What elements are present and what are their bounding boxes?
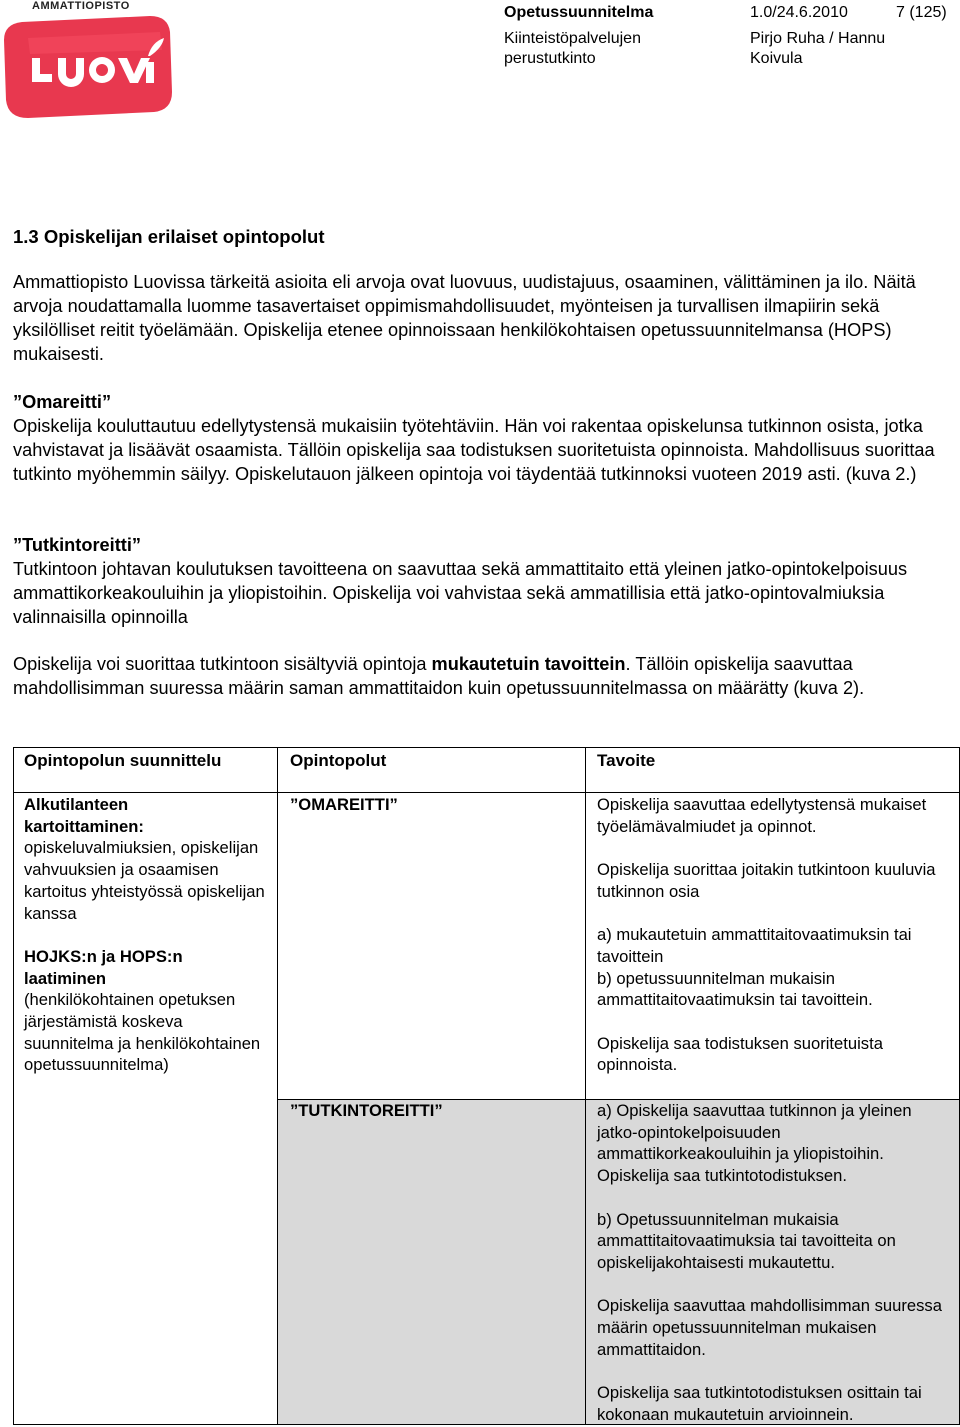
omareitti-paragraph: Opiskelija kouluttautuu edellytystensä mukaisiin työtehtäviin. Hän voi rakentaa opiskelunsa tutkinnon osista, jotka vahvistavat ja lisäävät osaamista. Tällöin opiskelija saa todistuksen suoritetuista opinnoista. Mahdollisuus suorittaa tutkinto myöhemmin säilyy. Opiskelutauon jälkeen opintoja voi täydentää tutkinnoksi vuoteen 2019 asti. (kuva 2.) [13,416,935,484]
tutkintoreitti-goal: Opiskelija saa tutkintotodistuksen osittain tai kokonaan mukautetuin arvioinnein. [597,1383,922,1424]
column-divider-2 [585,748,586,1424]
luovi-logo [0,0,180,122]
document-authors [750,29,950,69]
omareitti-goal: a) mukautetuin ammattitaitovaatimuksin tai tavoittein [597,925,912,966]
omareitti-goal: Opiskelija saavuttaa edellytystensä mukaiset työelämävalmiudet ja opinnot. [597,795,927,836]
hojks-text: (henkilökohtainen opetuksen järjestämistä koskeva suunnitelma ja henkilökohtainen opetussuunnitelma) [24,990,261,1075]
authors-line-2: Koivula [750,50,803,67]
mapping-title-line-2: kartoittaminen: [24,816,144,836]
header-divider [14,792,959,793]
tutkintoreitti-goal: Opiskelija saavuttaa mahdollisimman suuressa määrin opetussuunnitelman mukaisen ammattitaidon. [597,1296,942,1359]
omareitti-goals [597,794,952,1076]
adaptive-text-bold: mukautetuin tavoittein [431,654,626,674]
planning-cell [24,794,269,1076]
mapping-text: opiskeluvalmiuksien, opiskelijan vahvuuksien ja osaamisen kartoitus yhteistyössä opiskelijan kanssa [24,838,265,923]
hojks-title-line-2: laatiminen [24,968,107,988]
document-subject [504,29,734,69]
study-path-table [13,747,960,1425]
omareitti-path-label: ”OMAREITTI” [290,795,398,814]
adaptive-text-end: . Tällöin opiskelija saavuttaa mahdollisimman suuressa määrin saman ammattitaidon kuin opetussuunnitelmassa on määrätty (kuva 2). [13,654,865,698]
omareitti-goal: Opiskelija suorittaa joitakin tutkintoon kuuluvia tutkinnon osia [597,860,936,901]
subject-line-1: Kiinteistöpalvelujen [504,30,641,47]
page-number: 7 (125) [896,4,947,21]
adaptive-goals-paragraph [13,652,948,700]
tutkintoreitti-path-shade [278,1100,585,1424]
omareitti-goal: b) opetussuunnitelman mukaisin ammattitaitovaatimuksin tai tavoittein. [597,968,873,1010]
mapping-title-line-1: Alkutilanteen [24,795,129,814]
omareitti-heading: ”Omareitti” [13,392,112,412]
logo-org-line: AMMATTIOPISTO [32,0,130,12]
document-title: Opetussuunnitelma [504,4,654,21]
table-header-planning: Opintopolun suunnittelu [24,751,222,770]
luovi-logo-mark [0,0,180,122]
section-heading: 1.3 Opiskelijan erilaiset opintopolut [13,226,325,247]
intro-paragraph: Ammattiopisto Luovissa tärkeitä asioita eli arvoja ovat luovuus, uudistajuus, osaaminen, välittäminen ja ilo. Näitä arvoja noudattamalla luomme tasavertaiset oppimismahdollisuudet, myönteisen ja turvallisen ilmapiirin sekä yksilölliset reitit työelämään. Opiskelija etenee opinnoissaan henkilökohtaisen opetussuunnitelmansa (HOPS) mukaisesti. [13,272,916,364]
hojks-title-line-1: HOJKS:n ja HOPS:n [24,946,183,966]
table-header-goal: Tavoite [597,751,656,770]
omareitti-goal: Opiskelija saa todistuksen suoritetuista opinnoista. [597,1033,883,1075]
document-version: 1.0/24.6.2010 [750,4,848,21]
authors-line-1: Pirjo Ruha / Hannu [750,30,886,47]
tutkintoreitti-goals [597,1100,952,1426]
column-divider-1 [277,748,278,1424]
table-header-paths: Opintopolut [290,751,387,770]
subject-line-2: perustutkinto [504,50,596,67]
tutkintoreitti-path-label: ”TUTKINTOREITTI” [290,1101,443,1120]
adaptive-text-start: Opiskelija voi suorittaa tutkintoon sisältyviä opintoja [13,654,432,674]
tutkintoreitti-goal: a) Opiskelija saavuttaa tutkinnon ja yleinen jatko-opintokelpoisuuden ammattikorkeakouluihin ja yliopistoihin. Opiskelija saa tutkintotodistuksen. [597,1101,912,1186]
tutkintoreitti-heading: ”Tutkintoreitti” [13,535,141,555]
tutkintoreitti-goal: b) Opetussuunnitelman mukaisia ammattitaitovaatimuksia tai tavoitteita on opiskelijakohtaisesti mukautettu. [597,1209,896,1272]
tutkintoreitti-paragraph: Tutkintoon johtavan koulutuksen tavoitteena on saavuttaa sekä ammattitaito että yleinen jatko-opintokelpoisuus ammattikorkeakouluihin ja yliopistoihin. Opiskelija voi vahvistaa sekä ammatillisia että jatko-opintovalmiuksia valinnaisilla opinnoilla [13,559,908,627]
